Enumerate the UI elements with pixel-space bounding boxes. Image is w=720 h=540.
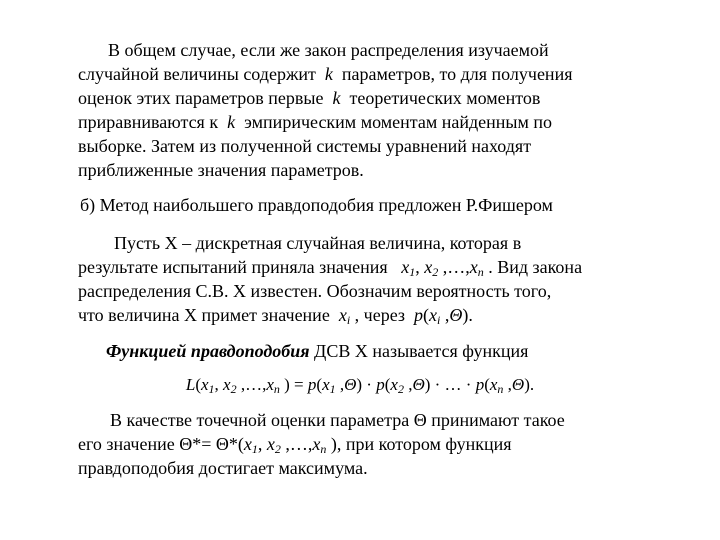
- likelihood-formula: $L(x_1$, $x_2$ $,\dots,x_n$ ) = $p(x_1$ $,\Theta) \cdot p(x_2$ ,Θ) · … · $p(x_n$ ,Θ).: [185, 375, 535, 396]
- x-variable: x: [401, 257, 410, 277]
- text: , через: [354, 305, 406, 325]
- text: результате испытаний приняла значения: [78, 257, 388, 277]
- text: приравниваются к: [78, 112, 219, 132]
- paragraph3-line3: правдоподобия достигает максимума.: [78, 458, 368, 478]
- paragraph2-line4: что величина X примет значение $x_i$ , через $p(x_i$ ,Θ).: [78, 305, 473, 327]
- p-function: p: [376, 375, 385, 394]
- text: ДСВ X называется функция: [314, 341, 529, 361]
- paragraph1-line3: [78, 86, 648, 110]
- text: что величина X примет значение: [78, 305, 330, 325]
- p-function: p: [475, 375, 485, 394]
- section-heading: [80, 193, 650, 217]
- theta-symbol: Θ: [511, 375, 525, 394]
- theta-symbol: Θ: [412, 375, 425, 394]
- x-variable: x: [390, 375, 398, 394]
- text: оценок этих параметров первые: [78, 88, 324, 108]
- defined-term: Функцией правдоподобия: [106, 341, 310, 361]
- subscript: n: [497, 382, 504, 396]
- paragraph1-line1: В общем случае, если же закон распределения изучаемой: [108, 40, 549, 60]
- paragraph1-line4: [78, 110, 648, 134]
- subscript: 2: [230, 382, 237, 396]
- x-variable: x: [266, 375, 274, 394]
- x-variable: x: [243, 434, 252, 454]
- paragraph1-line2: [78, 62, 648, 86]
- subscript: n: [477, 265, 484, 279]
- k-variable: k: [332, 88, 341, 108]
- paragraph2-line2: результате испытаний приняла значения $x_1$, $x_2$ $,\dots,x_n$ . Вид закона: [78, 257, 583, 279]
- text: теоретических моментов: [349, 88, 541, 108]
- paragraph-point-estimate: [78, 408, 648, 480]
- definition-text: [106, 339, 676, 363]
- paragraph1-line5: выборке. Затем из полученной системы уравнений находят: [78, 136, 532, 156]
- x-variable: x: [424, 257, 433, 277]
- subscript: 1: [329, 382, 336, 396]
- text: . Вид закона: [488, 257, 583, 277]
- section-heading-text: б) Метод наибольшего правдоподобия предложен Р.Фишером: [80, 195, 553, 215]
- text: эмпирическим моментам найденным по: [244, 112, 553, 132]
- subscript: 2: [432, 265, 439, 279]
- definition-line: [106, 339, 676, 363]
- theta-symbol: Θ: [344, 375, 357, 394]
- subscript: 1: [409, 265, 416, 279]
- text: его значение Θ*= Θ*(: [78, 434, 244, 454]
- x-variable: x: [223, 375, 231, 394]
- subscript: 2: [397, 382, 404, 396]
- paragraph-method-of-moments: [78, 38, 648, 182]
- x-variable: x: [266, 434, 275, 454]
- paragraph2-line1: Пусть X – дискретная случайная величина, которая в: [114, 233, 522, 253]
- paragraph3-line1: В качестве точечной оценки параметра Θ принимают такое: [110, 410, 565, 430]
- x-variable: x: [469, 257, 478, 277]
- text: ), при котором функция: [330, 434, 512, 454]
- subscript: 1: [251, 442, 258, 456]
- x-variable: x: [429, 305, 438, 325]
- subscript: n: [320, 442, 327, 456]
- subscript: i: [437, 313, 441, 327]
- paragraph3-line2: его значение $\Theta*= \Theta*(x_1$, $x_2$ $,\dots,x_n$ ), при котором функция: [78, 434, 512, 456]
- subscript: 2: [274, 442, 281, 456]
- x-variable: x: [489, 375, 498, 394]
- k-variable: k: [324, 64, 333, 84]
- x-variable: x: [338, 305, 347, 325]
- x-variable: x: [322, 375, 330, 394]
- k-variable: k: [227, 112, 236, 132]
- paragraph2-line3: распределения С.В. X известен. Обозначим вероятность того,: [78, 281, 552, 301]
- paragraph-discrete-variable: [78, 231, 648, 327]
- subscript: n: [273, 382, 280, 396]
- x-variable: x: [201, 375, 209, 394]
- L-function: L: [185, 375, 196, 394]
- p-function: p: [414, 305, 424, 325]
- p-function: p: [307, 375, 317, 394]
- subscript: i: [346, 313, 351, 327]
- text: ).: [462, 305, 473, 325]
- x-variable: x: [312, 434, 321, 454]
- paragraph1-line6: приближенные значения параметров.: [78, 160, 364, 180]
- subscript: 1: [208, 382, 215, 396]
- text: параметров, то для получения: [341, 64, 573, 84]
- theta-symbol: Θ: [449, 305, 463, 325]
- text: случайной величины содержит: [78, 64, 316, 84]
